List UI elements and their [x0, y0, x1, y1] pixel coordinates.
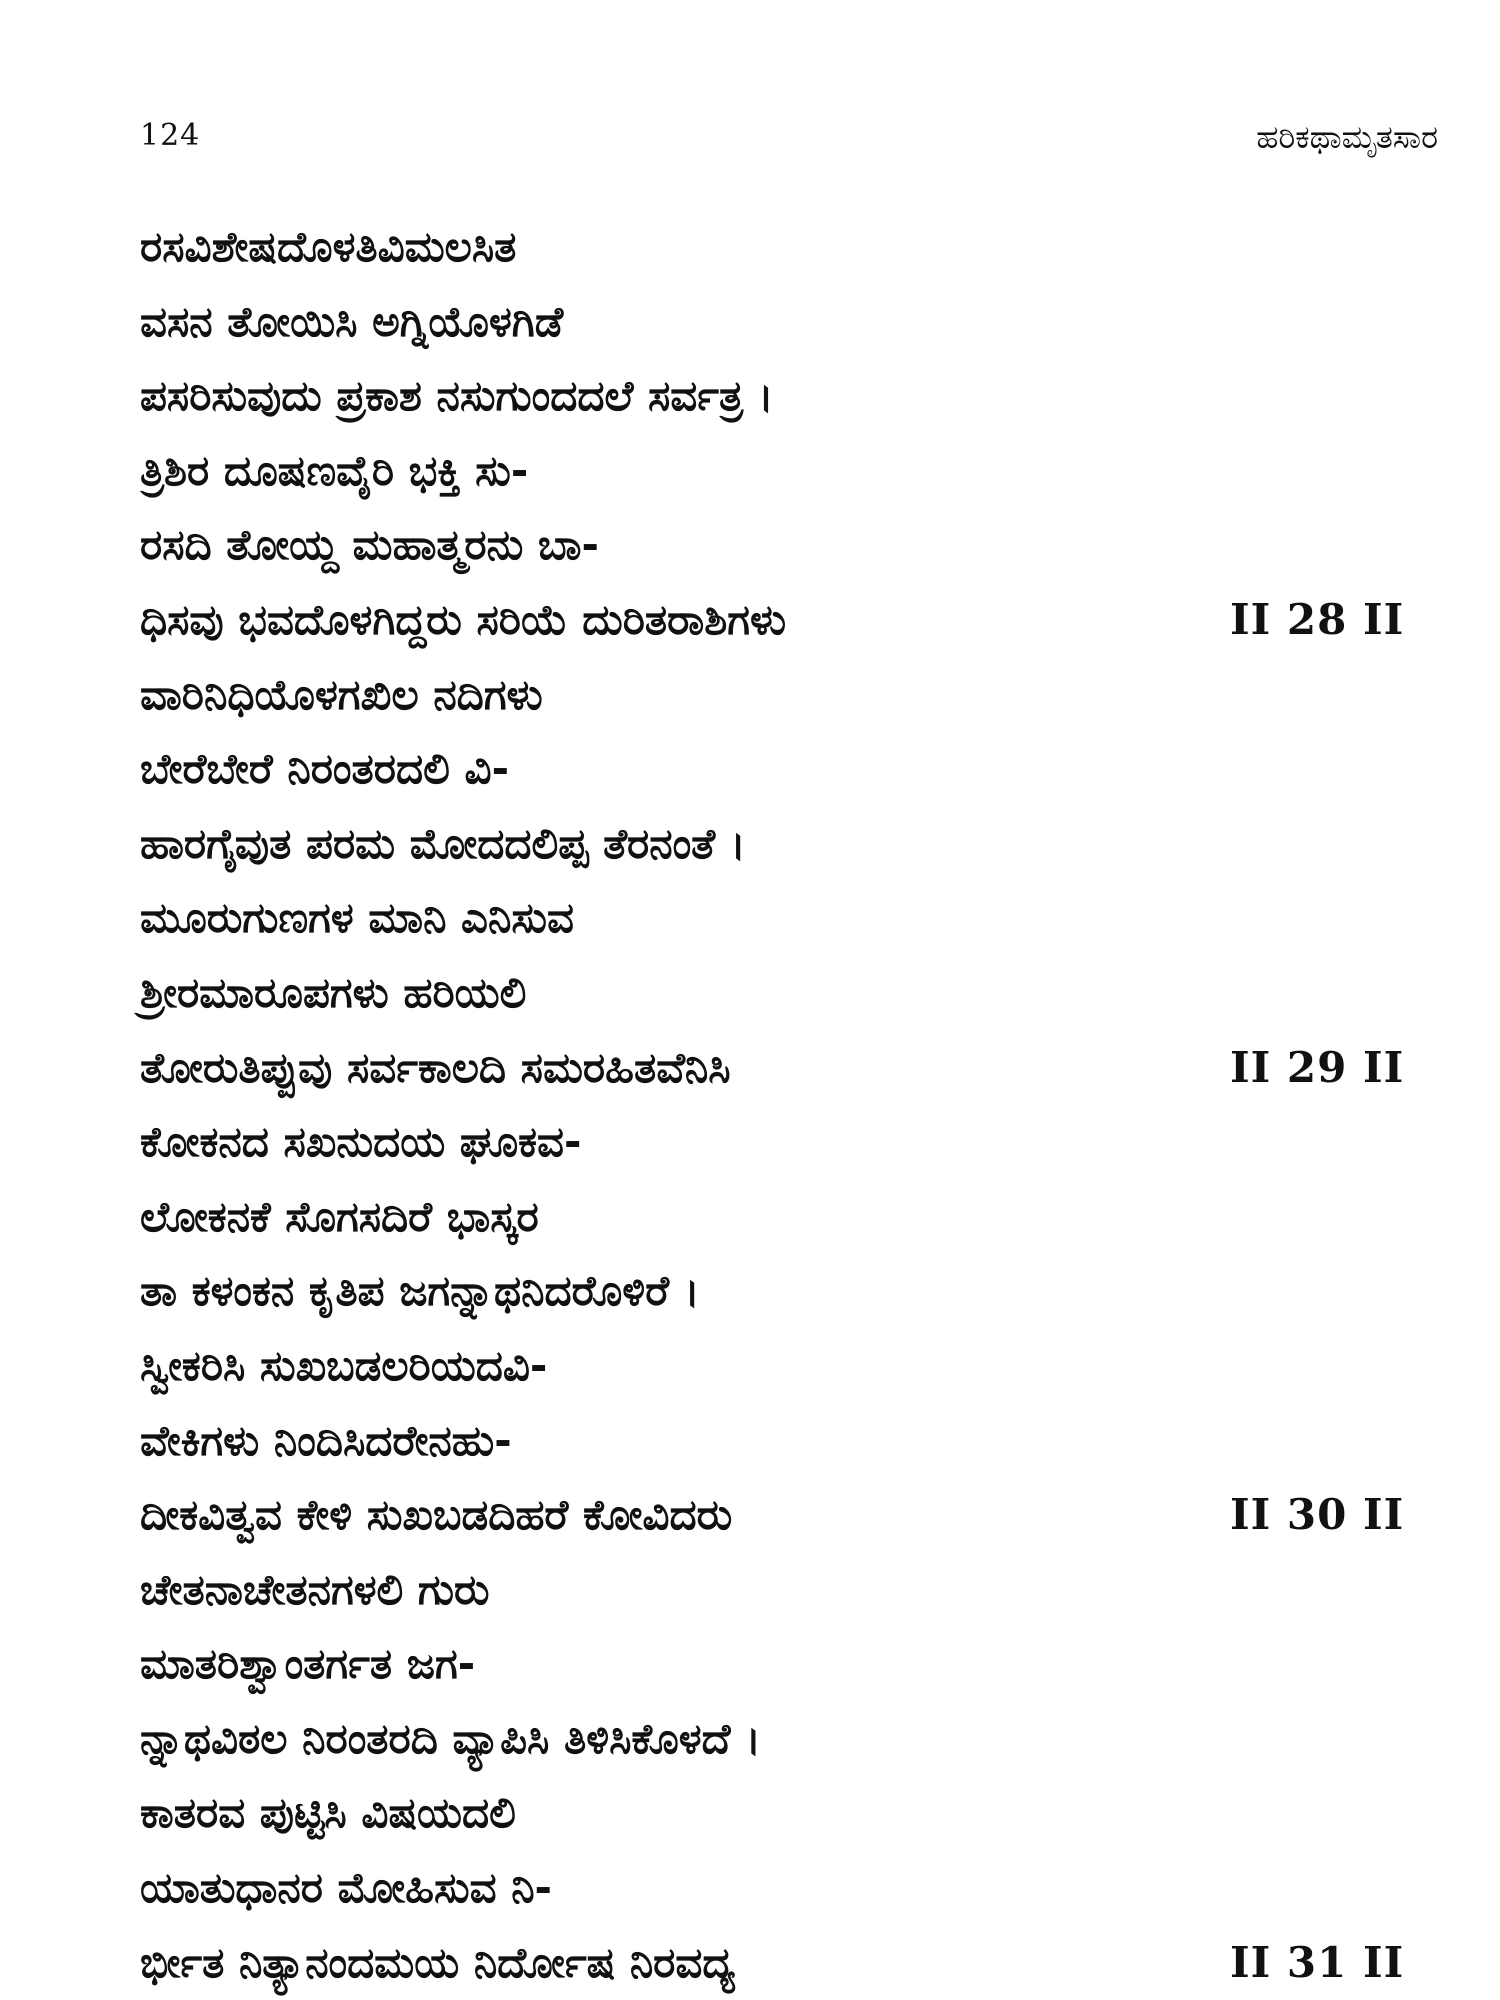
verse-number: II 30 II — [1230, 1490, 1405, 1540]
verse-number: II 31 II — [1230, 1937, 1405, 1987]
line-text: ಚೇತನಾಚೇತನಗಳಲಿ ಗುರು — [140, 1564, 490, 1614]
line-text: ಶ್ರೀರಮಾರೂಪಗಳು ಹರಿಯಲಿ — [140, 967, 527, 1017]
line-text: ಮಾತರಿಶ್ವಾಂತರ್ಗತ ಜಗ- — [140, 1639, 476, 1689]
line-text: ಧಿಸವು ಭವದೊಳಗಿದ್ದರು ಸರಿಯೆ ದುರಿತರಾಶಿಗಳು — [140, 594, 787, 644]
verse-line — [140, 1627, 1440, 1702]
verse-number: II 29 II — [1230, 1042, 1405, 1092]
verse-line — [140, 956, 1440, 1031]
verse-line — [140, 285, 1440, 360]
verse-number: II 28 II — [1230, 594, 1405, 644]
page-number: 124 — [140, 118, 201, 153]
line-text: ಯಾತುಧಾನರ ಮೋಹಿಸುವ ನಿ- — [140, 1863, 552, 1913]
line-text: ತ್ರಿಶಿರ ದೂಷಣವೈರಿ ಭಕ್ತಿ ಸು- — [140, 445, 529, 495]
line-text: ತಾ ಕಳಂಕನ ಕೃತಿಪ ಜಗನ್ನಾಥನಿದರೊಳಿರೆ । — [140, 1266, 700, 1316]
running-title: ಹರಿಕಥಾಮೃತಸಾರ — [1256, 118, 1438, 156]
line-text: ವಾರಿನಿಧಿಯೊಳಗಖಿಲ ನದಿಗಳು — [140, 669, 543, 719]
line-text: ಬೇರೆಬೇರೆ ನಿರಂತರದಲಿ ವಿ- — [140, 744, 510, 794]
line-text: ಕೋಕನದ ಸಖನುದಯ ಘೂಕವ- — [140, 1117, 582, 1167]
line-text: ಪಸರಿಸುವುದು ಪ್ರಕಾಶ ನಸುಗುಂದದಲೆ ಸರ್ವತ್ರ । — [140, 371, 774, 421]
verse-line — [140, 732, 1440, 807]
line-text: ತೋರುತಿಪ್ಪುವು ಸರ್ವಕಾಲದಿ ಸಮರಹಿತವೆನಿಸಿ — [140, 1042, 731, 1092]
verse-line — [140, 1926, 1440, 2000]
verse-line — [140, 1702, 1440, 1777]
line-text: ವಸನ ತೋಯಿಸಿ ಅಗ್ನಿಯೊಳಗಿಡೆ — [140, 296, 564, 346]
line-text: ದೀಕವಿತ್ವವ ಕೇಳಿ ಸುಖಬಡದಿಹರೆ ಕೋವಿದರು — [140, 1490, 733, 1540]
verse-line — [140, 210, 1440, 285]
verse-line — [140, 359, 1440, 434]
verse-line — [140, 1553, 1440, 1628]
verse-line — [140, 881, 1440, 956]
verse-block — [140, 210, 1440, 2000]
line-text: ವೇಕಿಗಳು ನಿಂದಿಸಿದರೇನಹು- — [140, 1415, 512, 1465]
line-text: ನ್ನಾಥವಿಠಲ ನಿರಂತರದಿ ವ್ಯಾಪಿಸಿ ತಿಳಿಸಿಕೊಳದೆ । — [140, 1713, 761, 1763]
verse-line — [140, 1329, 1440, 1404]
verse-line — [140, 1105, 1440, 1180]
line-text: ರಸವಿಶೇಷದೊಳತಿವಿಮಲಸಿತ — [140, 222, 517, 271]
line-text: ಮೂರುಗುಣಗಳ ಮಾನಿ ಎನಿಸುವ — [140, 893, 574, 943]
verse-line — [140, 583, 1440, 658]
verse-line — [140, 1031, 1440, 1106]
verse-line — [140, 1254, 1440, 1329]
verse-line — [140, 1180, 1440, 1255]
verse-line — [140, 658, 1440, 733]
line-text: ಹಾರಗೈವುತ ಪರಮ ಮೋದದಲಿಪ್ಪ ತೆರನಂತೆ । — [140, 818, 746, 868]
verse-line — [140, 434, 1440, 509]
line-text: ಕಾತರವ ಪುಟ್ಟಿಸಿ ವಿಷಯದಲಿ — [140, 1788, 516, 1838]
line-text: ರ್ಭೀತ ನಿತ್ಯಾನಂದಮಯ ನಿರ್ದೋಷ ನಿರವದ್ಯ — [140, 1937, 736, 1987]
verse-line — [140, 1478, 1440, 1553]
line-text: ಸ್ವೀಕರಿಸಿ ಸುಖಬಡಲರಿಯದವಿ- — [140, 1340, 548, 1390]
verse-line — [140, 508, 1440, 583]
verse-line — [140, 1851, 1440, 1926]
verse-line — [140, 807, 1440, 882]
line-text: ಲೋಕನಕೆ ಸೊಗಸದಿರೆ ಭಾಸ್ಕರ — [140, 1191, 539, 1241]
verse-line — [140, 1776, 1440, 1851]
verse-line — [140, 1404, 1440, 1479]
line-text: ರಸದಿ ತೋಯ್ದ ಮಹಾತ್ಮರನು ಬಾ- — [140, 520, 599, 570]
